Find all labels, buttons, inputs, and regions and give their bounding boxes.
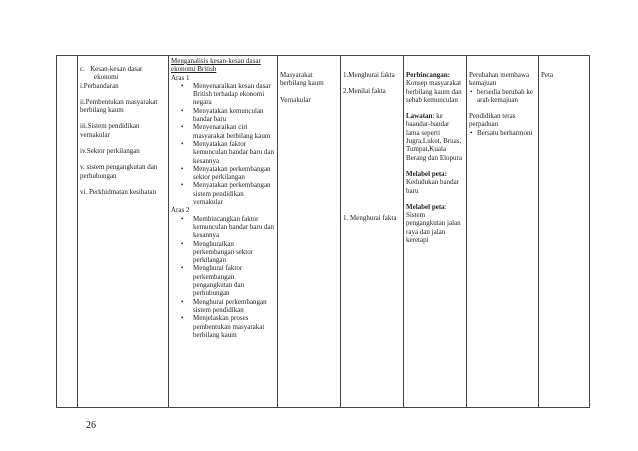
activities-cell — [404, 56, 467, 408]
skill-line: 1.Menghurai fakta — [343, 71, 395, 79]
skills-cell — [341, 56, 404, 408]
melabel1-label: Melabel peta: — [406, 169, 448, 178]
list-item: • Menyatakan perkembangan sistem pendidikan vernakular — [181, 181, 271, 207]
lawatan-line: Lawatan: ke baandar-bandar lama seperti Jugra,Lukut, Bruas, Tumpat,Kuala Berang dan Elopura — [406, 112, 462, 162]
list-item: • Membincangkan faktor kemunculan bandar baru dan kesannya — [181, 214, 275, 240]
list-item: • Bersatu berharmoni — [470, 128, 533, 137]
empty-cell — [57, 56, 78, 408]
value-line: Perubahan membawa kemajuan — [469, 71, 530, 88]
objectives-cell — [169, 56, 278, 408]
skill-line: 1. Menghurai fakta — [343, 213, 397, 222]
list-item: c. Kesan-kesan dasar — [80, 65, 143, 73]
list-item: vi. Perkhidmatan kesihatan — [80, 187, 157, 196]
list-item: • Menyatakan faktor kemunculan bandar baru dan kesannya — [181, 139, 275, 165]
page-number: 26 — [86, 420, 96, 431]
list-item: • Menyenaraikan ciri masyarakat berbilang kaum — [181, 123, 271, 140]
aras1-label: Aras 1 — [171, 73, 190, 82]
list-item: i.Perbandaran — [80, 81, 119, 90]
lesson-table — [56, 55, 590, 408]
list-item: • bersedia berubah ke arah kemajuan — [470, 87, 533, 104]
list-item: iii.Sistem pendidikan vernakular — [80, 122, 140, 139]
list-item: • Menyatakan kemunculan bandar baru — [181, 106, 264, 124]
perbincangan-label: Perbincangan: — [406, 71, 450, 79]
melabel2-line: Melabel peta: Sistem pengangkutan jalan raya dan jalan keretapi — [406, 202, 461, 245]
materials-cell — [539, 56, 590, 408]
perbincangan-text: Konsep masyarakat berbilang kaum dan sebab kemunculan — [406, 79, 462, 104]
list-item: • Menghurai perkembangan sistem pendidikan — [181, 297, 267, 314]
concept-line: Masyarakat berbilang kaum — [280, 71, 324, 88]
concept-cell — [278, 56, 341, 408]
list-item: ii.Pembentukan masyarakat berbilang kaum — [80, 97, 158, 115]
melabel1-text: Kedudukan bandar baru — [406, 178, 460, 195]
list-item: • Menjelaskan proses pembentukan masyarakat berbilang kaum — [181, 314, 265, 339]
materials-text: Peta — [541, 71, 554, 79]
aras2-label: Aras 2 — [171, 206, 190, 215]
table-row — [57, 56, 590, 408]
list-item: • Menghurai faktor perkembangan pengangkutan dan perhubungan — [181, 264, 245, 298]
list-item: ekonomi — [94, 73, 119, 82]
concept-line: Vernakular — [280, 95, 311, 104]
list-item: iv.Sektor perkilangan — [80, 147, 140, 156]
list-item: • Menyenaraikan kesan dasar British terhadap ekonomi negara — [181, 81, 271, 107]
values-cell — [467, 56, 539, 408]
topic-cell — [78, 56, 169, 408]
objectives-title: Menganalisis kesan-kesan dasar ekonomi British — [171, 57, 261, 74]
skill-line: 2.Menilai fakta — [343, 87, 386, 96]
list-item: • Menyatakan perkembangan sektor perkilangan — [181, 164, 271, 182]
list-item: • Menghuraikan perkembangan sektor perkilangan — [181, 239, 254, 265]
value-line: Pendidikan teras perpaduan — [469, 112, 516, 129]
list-item: v. sistem pengangkutan dan perhubungan — [80, 163, 158, 180]
